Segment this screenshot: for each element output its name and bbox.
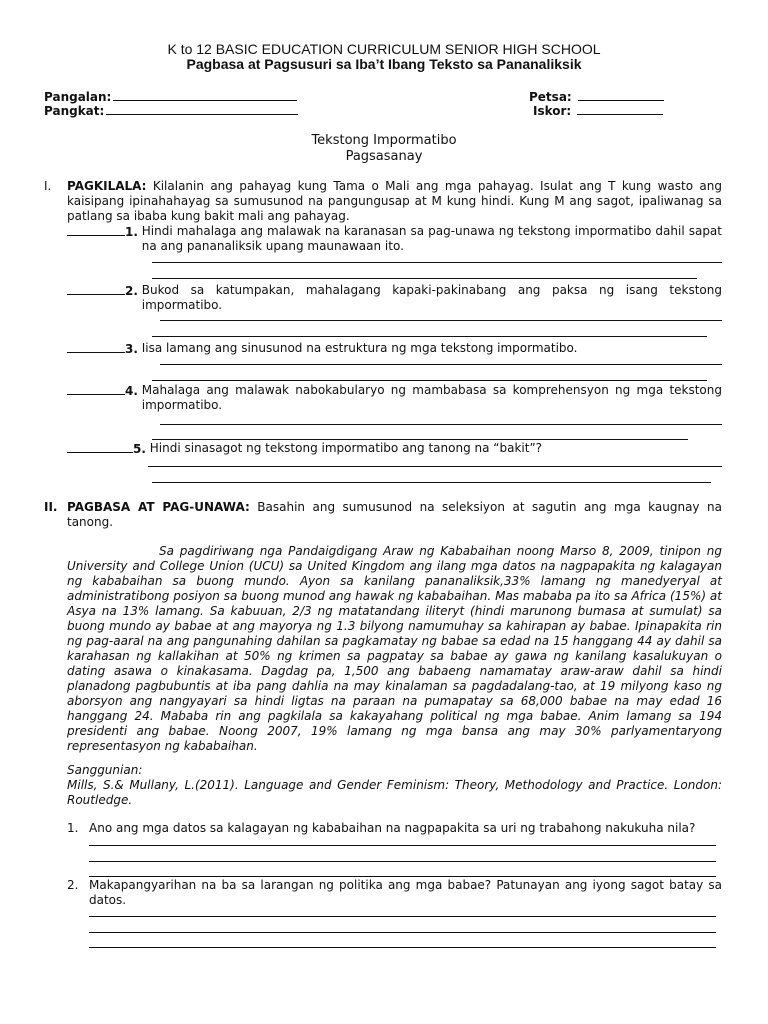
part1-instruction-text: Kilalanin ang pahayag kung Tama o Mali ang mga pahayag. Isulat ang T kung wasto ang kaisipang ipinahahayag sa sumusunod na pangungusap at M kung hindi. Kung M ang sagot, ipaliwanag sa patlang sa ibaba kung bakit mali ang pahayag. bbox=[67, 179, 722, 223]
answer-line[interactable] bbox=[89, 932, 716, 933]
reading-passage: Sa pagdiriwang nga Pandaigdigang Araw ng Kababaihan noong Marso 8, 2009, tinipon ng University and College Union (UCU) sa United Kingdom ang ilang mga datos na nagpapakita ng kalagayan ng kababaihan sa buong mundo. Ayon sa kanilang pananaliksik,33% lamang ng manedyeryal at administratibong posiyon sa buong munod ang hawak ng kababaihan. Mas mababa pa ito sa Africa (15%) at Asya na 13% lamang. Sa kabuuan, 2/3 ng matatandang iliteryt (hindi marunong bumasa at sumulat) sa buong mundo ay babae at ang mayorya ng 1.3 bilyong namumuhay sa kahirapan ay babae. Ipinapakita rin ng pag-aaral na ang pangunahing dahilan sa pagkamatay ng babae sa edad na 15 hanggang 44 ay dahil sa karahasan ng kallakihan at 50% ng krimen sa pagpatay sa babae ay gawa ng kanilang kasalukuyan o dating asawa o kinakasama. Dagdag pa, 1,500 ang babaeng namamatay araw-araw dahil sa hindi planadong pagbubuntis at iba pang dahlia na may kinalaman sa pagdadalang-tao, at 19 milyong kaso ng aborsyon ang nangyayari sa hindi ligtas na paraan na pumapatay sa 68,000 babae na may edad 16 hanggang 24. Mababa rin ang pagkilala sa kakayahang political ng mga babae. Anim lamang sa 194 presidenti ang babae. Noong 2007, 19% lamang ng mga bansa ang may 30% parlyamentaryong representasyon ng kababaihan. bbox=[67, 544, 722, 753]
item-text-5: Hindi sinasagot ng tekstong impormatibo ang tanong na “bakit”? bbox=[149, 441, 543, 455]
answer-line[interactable] bbox=[89, 845, 716, 846]
answer-blank-5[interactable] bbox=[67, 441, 133, 453]
part1-item-2 bbox=[67, 283, 722, 313]
part1-item-3 bbox=[67, 341, 722, 357]
reference-label: Sanggunian: bbox=[67, 763, 143, 777]
explanation-line[interactable] bbox=[160, 364, 722, 365]
part1-instructions bbox=[67, 179, 722, 224]
curriculum-heading: K to 12 BASIC EDUCATION CURRICULUM SENIOR HIGH SCHOOL bbox=[167, 41, 601, 57]
score-label: Iskor: bbox=[533, 104, 572, 118]
explanation-line[interactable] bbox=[152, 262, 722, 263]
answer-line[interactable] bbox=[89, 876, 716, 877]
date-label: Petsa: bbox=[529, 90, 572, 104]
item-text-2: Bukod sa katumpakan, mahalagang kapaki-pakinabang ang paksa ng isang tekstong impormatibo. bbox=[141, 283, 722, 312]
item-text-4: Mahalaga ang malawak nabokabularyo ng mambabasa sa komprehensyon ng mga tekstong impormatibo. bbox=[141, 383, 722, 412]
item-text-3: Iisa lamang ang sinusunod na estruktura ng mga tekstong impormatibo. bbox=[141, 341, 578, 355]
item-number-4: 4. bbox=[125, 384, 138, 398]
answer-line[interactable] bbox=[89, 916, 716, 917]
part2-heading: PAGBASA AT PAG-UNAWA: bbox=[67, 500, 250, 514]
part2-instruction-text: Basahin ang sumusunod na seleksiyon at sagutin ang mga kaugnay na tanong. bbox=[67, 500, 722, 529]
answer-blank-1[interactable] bbox=[67, 224, 125, 236]
section-blank[interactable] bbox=[106, 102, 298, 115]
answer-blank-4[interactable] bbox=[67, 383, 125, 395]
item-text-1: Hindi mahalaga ang malawak na karanasan sa pag-unawa ng tekstong impormatibo dahil sapat na ang pananaliksik upang maunawaan ito. bbox=[141, 224, 722, 253]
part1-item-4 bbox=[67, 383, 722, 413]
section-field[interactable] bbox=[44, 102, 298, 118]
explanation-line[interactable] bbox=[152, 439, 688, 440]
question-1 bbox=[67, 821, 722, 836]
item-number-2: 2. bbox=[125, 284, 138, 298]
part1-numeral: I. bbox=[44, 179, 52, 193]
item-number-1: 1. bbox=[125, 225, 138, 239]
question-text-1: Ano ang mga datos sa kalagayan ng kababaihan na nagpapakita sa uri ng trabahong nakukuha nila? bbox=[89, 821, 696, 835]
explanation-line[interactable] bbox=[152, 278, 697, 279]
part1-item-5 bbox=[67, 441, 722, 457]
subject-heading: Pagbasa at Pagsusuri sa Iba’t Ibang Teksto sa Pananaliksik bbox=[186, 56, 582, 72]
explanation-line[interactable] bbox=[152, 336, 707, 337]
part1-item-1 bbox=[67, 224, 722, 254]
explanation-line[interactable] bbox=[160, 320, 722, 321]
answer-blank-2[interactable] bbox=[67, 283, 125, 295]
explanation-line[interactable] bbox=[160, 424, 722, 425]
explanation-line[interactable] bbox=[152, 380, 707, 381]
score-field[interactable] bbox=[533, 102, 663, 118]
part2-instructions bbox=[67, 500, 722, 530]
question-number-1: 1. bbox=[67, 821, 79, 835]
question-number-2: 2. bbox=[67, 878, 79, 892]
item-number-3: 3. bbox=[125, 342, 138, 356]
part1-heading: PAGKILALA: bbox=[67, 179, 147, 193]
date-blank[interactable] bbox=[578, 88, 664, 101]
name-label: Pangalan: bbox=[44, 90, 112, 104]
question-2 bbox=[67, 878, 722, 908]
score-blank[interactable] bbox=[577, 102, 663, 115]
worksheet-subtitle: Pagsasanay bbox=[345, 149, 423, 164]
reference-citation: Mills, S.& Mullany, L.(2011). Language and Gender Feminism: Theory, Methodology and Practice. London: Routledge. bbox=[67, 778, 722, 807]
worksheet-title: Tekstong Impormatibo bbox=[311, 133, 457, 148]
section-label: Pangkat: bbox=[44, 104, 105, 118]
answer-line[interactable] bbox=[89, 861, 716, 862]
question-text-2: Makapangyarihan na ba sa larangan ng politika ang mga babae? Patunayan ang iyong sagot batay sa datos. bbox=[89, 878, 722, 907]
part2-numeral: II. bbox=[44, 500, 58, 514]
item-number-5: 5. bbox=[133, 442, 146, 456]
explanation-line[interactable] bbox=[152, 482, 711, 483]
answer-blank-3[interactable] bbox=[67, 341, 125, 353]
explanation-line[interactable] bbox=[148, 466, 722, 467]
answer-line[interactable] bbox=[89, 947, 716, 948]
name-blank[interactable] bbox=[113, 88, 297, 101]
